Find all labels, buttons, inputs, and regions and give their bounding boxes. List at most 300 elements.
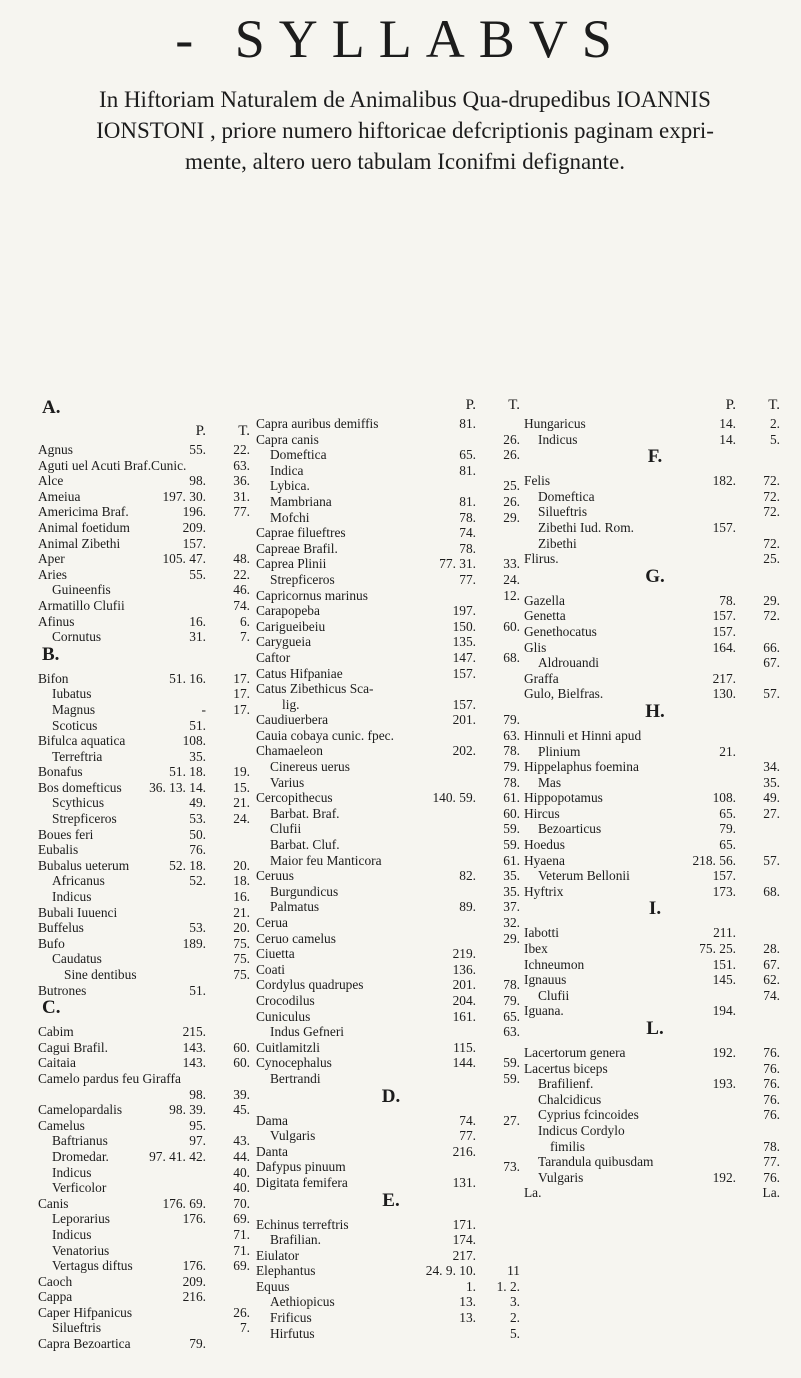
entry-name: Guineenfis <box>52 582 111 598</box>
entry-tab: 21. <box>233 904 250 920</box>
entry-name: Caudiuerbera <box>256 712 329 728</box>
entry-name: Venatorius <box>52 1242 110 1258</box>
entry-name: Carigueibeiu <box>256 618 326 634</box>
entry-tab: 26. <box>503 431 520 447</box>
entry-page: 82. <box>459 868 476 884</box>
entry-page: 140. 59. <box>432 790 476 806</box>
index-entry <box>38 1320 256 1336</box>
entry-tab: 36. <box>233 473 250 489</box>
entry-name: Hirfutus <box>270 1325 315 1341</box>
entry-tab: 35. <box>503 868 520 884</box>
index-entry <box>524 1061 786 1077</box>
entry-page: 35. <box>189 748 206 764</box>
entry-page: 161. <box>452 1008 476 1024</box>
section-letter: B. <box>42 643 60 665</box>
index-entry <box>38 951 256 967</box>
entry-name: Catus Zibethicus Sca- <box>256 681 374 697</box>
entry-name: Mas <box>538 774 562 790</box>
entry-name: Domeftica <box>270 447 327 463</box>
entry-name: Caudatus <box>52 951 102 967</box>
entry-tab: 74. <box>763 987 780 1003</box>
entry-page: 143. <box>182 1039 206 1055</box>
entry-tab: 31. <box>233 488 250 504</box>
entry-tab: 66. <box>763 639 780 655</box>
entry-tab: 60. <box>503 618 520 634</box>
entry-tab: 15. <box>233 779 250 795</box>
index-entry <box>256 463 526 479</box>
section-letter: H. <box>645 700 665 722</box>
entry-name: Canis <box>38 1195 69 1211</box>
entry-page: 144. <box>452 1055 476 1071</box>
entry-name: Cerua <box>256 915 288 930</box>
entry-tab: 27. <box>503 1112 520 1128</box>
entry-name: Scoticus <box>52 717 98 733</box>
entry-name: Vertagus diftus <box>52 1258 133 1274</box>
index-entry <box>256 1279 526 1295</box>
entry-page: 216. <box>452 1143 476 1159</box>
index-entry <box>256 775 526 791</box>
index-entry <box>256 806 526 822</box>
index-entry <box>38 842 256 858</box>
entry-page: 98. 39. <box>169 1102 206 1118</box>
entry-tab: 74. <box>233 597 250 613</box>
entry-page: 78. <box>719 592 736 608</box>
entry-tab: 59. <box>503 1055 520 1071</box>
index-entry <box>256 603 526 619</box>
entry-name: Africanus <box>52 873 105 889</box>
index-entry <box>256 697 526 713</box>
index-entry <box>256 1326 526 1342</box>
entry-name: Aethiopicus <box>270 1294 335 1310</box>
index-entry <box>524 957 786 973</box>
entry-name: Ceruus <box>256 868 294 884</box>
entry-name: Echinus terreftris <box>256 1216 349 1232</box>
index-entry <box>524 416 786 432</box>
index-entry <box>524 520 786 536</box>
entry-name: Camelus <box>38 1117 85 1133</box>
entry-page: 197. <box>452 603 476 619</box>
entry-tab: 68. <box>503 649 520 665</box>
index-entry <box>256 931 526 947</box>
page-title: - SYLLABVS <box>175 9 626 69</box>
entry-page: 52. 18. <box>169 857 206 873</box>
entry-name: Iubatus <box>52 686 92 702</box>
entry-name: Hyaena <box>524 852 565 868</box>
entry-page: 217. <box>452 1247 476 1263</box>
index-entry <box>38 936 256 952</box>
entry-tab: 16. <box>233 889 250 905</box>
index-entry <box>38 811 256 827</box>
entry-tab: 75. <box>233 935 250 951</box>
entry-page: 21. <box>719 743 736 759</box>
section-letter: I. <box>648 898 662 920</box>
entry-name: Terreftria <box>52 748 103 764</box>
entry-page: 201. <box>452 712 476 728</box>
section-letter: D. <box>381 1085 401 1107</box>
entry-page: 98. <box>189 473 206 489</box>
index-entry <box>38 1305 256 1321</box>
entry-page: 108. <box>712 790 736 806</box>
entry-page: 13. <box>459 1310 476 1326</box>
index-entry <box>524 1170 786 1186</box>
entry-name: Dromedar. <box>52 1148 109 1164</box>
index-entry <box>524 806 786 822</box>
entry-page: 24. 9. 10. <box>425 1263 476 1279</box>
entry-page: 194. <box>712 1003 736 1019</box>
entry-page: 81. <box>459 416 476 431</box>
entry-name: Cuniculus <box>256 1008 311 1024</box>
entry-tab: 76. <box>763 1045 780 1060</box>
entry-page: 78. <box>459 540 476 556</box>
entry-name: Bifon <box>38 670 69 686</box>
entry-tab: 24. <box>233 811 250 827</box>
entry-tab: 49. <box>763 790 780 806</box>
entry-tab: 79. <box>503 712 520 728</box>
index-entry <box>524 941 786 957</box>
entry-page: 65. <box>719 805 736 821</box>
entry-page: 97. 41. 42. <box>149 1148 206 1164</box>
entry-tab: 72. <box>763 504 780 520</box>
page-subtitle: In Hiftoriam Naturalem de Animalibus Qua-drupedibus IOANNIS IONSTONI , priore numero hiftoricae defcriptionis paginam expri-mente, altero uero tabulam Iconifmi defignante. <box>96 87 714 174</box>
index-entry <box>524 1154 786 1170</box>
entry-page: 81. <box>459 462 476 478</box>
entry-page: 143. <box>182 1055 206 1071</box>
entry-tab: 7. <box>239 629 250 645</box>
entry-name: Animal foetidum <box>38 519 130 535</box>
index-entry <box>38 536 256 552</box>
entry-page: 75. 25. <box>699 941 736 957</box>
index-entry <box>256 1113 526 1129</box>
entry-page: 176. <box>182 1211 206 1227</box>
index-entry <box>38 1211 256 1227</box>
entry-page: 77. <box>459 571 476 587</box>
entry-name: Plinium <box>538 743 581 759</box>
entry-name: Ciuetta <box>256 946 295 962</box>
index-entry <box>524 473 786 489</box>
entry-name: Lacertorum genera <box>524 1045 626 1060</box>
entry-tab: 45. <box>233 1102 250 1118</box>
entry-tab: 73. <box>503 1159 520 1175</box>
column-header <box>256 398 526 416</box>
entry-name: Camelopardalis <box>38 1102 123 1118</box>
index-entry <box>38 1196 256 1212</box>
entry-page: 1. <box>465 1278 476 1294</box>
entry-name: Indicus <box>538 431 578 447</box>
index-entry <box>524 1107 786 1123</box>
index-entry <box>38 1149 256 1165</box>
entry-name: Zibethi <box>538 535 577 551</box>
entry-tab: 70. <box>233 1195 250 1211</box>
entry-name: Scythicus <box>52 795 105 811</box>
entry-tab: 5. <box>769 431 780 447</box>
index-entry <box>256 494 526 510</box>
index-entry <box>38 1289 256 1305</box>
entry-page: 176. <box>182 1258 206 1274</box>
entry-name: Carygueia <box>256 634 312 650</box>
entry-tab: 79. <box>503 992 520 1008</box>
entry-tab: 43. <box>233 1133 250 1149</box>
entry-name: Brafilian. <box>270 1232 321 1248</box>
entry-page: 52. <box>189 873 206 889</box>
index-entry <box>256 728 526 744</box>
index-entry <box>38 702 256 718</box>
entry-name: Cagui Brafil. <box>38 1039 108 1055</box>
entry-name: Zibethi Iud. Rom. <box>538 519 634 535</box>
entry-page: 150. <box>452 618 476 634</box>
section-letter: F. <box>647 446 663 468</box>
index-entry <box>38 629 256 645</box>
entry-tab: 35. <box>763 774 780 790</box>
entry-page: 98. <box>189 1086 206 1102</box>
header-tab: T. <box>508 397 520 413</box>
index-entry <box>38 780 256 796</box>
index-entry <box>38 1055 256 1071</box>
entry-tab: 24. <box>503 571 520 587</box>
entry-page: 95. <box>189 1117 206 1133</box>
entry-page: 192. <box>712 1045 736 1060</box>
entry-name: Cinereus uerus <box>270 759 350 775</box>
index-entry <box>38 858 256 874</box>
index-entry <box>38 1071 256 1087</box>
entry-page: 130. <box>712 686 736 702</box>
index-entry <box>524 686 786 702</box>
entry-name: Flirus. <box>524 551 559 567</box>
index-entry <box>38 718 256 734</box>
entry-tab: 28. <box>763 941 780 957</box>
index-entry <box>256 1294 526 1310</box>
section-letter: G. <box>645 565 665 587</box>
index-entry <box>256 837 526 853</box>
index-entry <box>256 915 526 931</box>
entry-page: 13. <box>459 1294 476 1310</box>
index-entry <box>38 1024 256 1040</box>
entry-name: Genethocatus <box>524 623 597 639</box>
entry-tab: 75. <box>233 951 250 967</box>
index-entry <box>256 478 526 494</box>
entry-name: Indica <box>270 462 304 478</box>
entry-name: Capra canis <box>256 431 319 447</box>
index-entry <box>524 655 786 671</box>
entry-name: Leporarius <box>52 1211 111 1227</box>
entry-name: Clufii <box>270 821 302 837</box>
entry-page: 77. 31. <box>439 556 476 572</box>
entry-name: Eubalis <box>38 842 79 858</box>
entry-name: Cyprius fcincoides <box>538 1107 639 1123</box>
entry-tab: 78. <box>503 743 520 759</box>
entry-tab: 76. <box>763 1091 780 1107</box>
entry-page: 50. <box>189 826 206 842</box>
entry-name: Carapopeba <box>256 603 320 619</box>
entry-tab: 25. <box>503 478 520 494</box>
entry-tab: 61. <box>503 852 520 868</box>
entry-page: 53. <box>189 811 206 827</box>
entry-tab: 2. <box>509 1310 520 1326</box>
section-letter: C. <box>42 997 61 1019</box>
header-page: P. <box>725 397 736 413</box>
entry-page: 51. 18. <box>169 764 206 780</box>
index-entry <box>38 1118 256 1134</box>
index-entry <box>256 588 526 604</box>
section-letter: L. <box>646 1018 664 1039</box>
entry-name: Capra auribus demiffis <box>256 416 379 431</box>
entry-name: Burgundicus <box>270 883 339 899</box>
entry-page: 51. <box>189 717 206 733</box>
entry-tab: 39. <box>233 1086 250 1102</box>
index-column-1 <box>38 398 256 1352</box>
entry-name: Aries <box>38 566 68 582</box>
entry-name: Bonafus <box>38 764 83 780</box>
entry-tab: 59. <box>503 1070 520 1086</box>
index-entry <box>524 884 786 900</box>
entry-name: lig. <box>282 696 300 712</box>
entry-name: Bubalus ueterum <box>38 857 130 873</box>
index-entry <box>38 1258 256 1274</box>
entry-tab: 33. <box>503 556 520 572</box>
entry-tab: 75. <box>233 967 250 982</box>
index-entry <box>524 1003 786 1019</box>
index-entry <box>256 556 526 572</box>
entry-page: 218. 56. <box>692 852 736 868</box>
entry-page: 151. <box>712 956 736 972</box>
entry-name: Domeftica <box>538 488 595 504</box>
entry-name: Indus Gefneri <box>270 1024 344 1040</box>
entry-name: Cabim <box>38 1024 74 1040</box>
entry-page: 51. <box>189 982 206 998</box>
entry-name: Aguti uel Acuti Braf.Cunic. <box>38 457 187 473</box>
entry-tab: 76. <box>763 1076 780 1092</box>
index-entry <box>524 1185 786 1201</box>
entry-tab: 29. <box>763 592 780 608</box>
entry-page: 16. <box>189 613 206 629</box>
index-entry <box>256 946 526 962</box>
section-letter: A. <box>42 397 61 418</box>
entry-page: 174. <box>452 1232 476 1248</box>
index-entry <box>38 764 256 780</box>
entry-page: 202. <box>452 743 476 759</box>
entry-name: Animal Zibethi <box>38 535 121 551</box>
header-page: P. <box>195 423 206 439</box>
index-entry <box>524 1092 786 1108</box>
index-entry <box>256 666 526 682</box>
entry-page: 216. <box>182 1289 206 1305</box>
entry-name: Dama <box>256 1112 288 1128</box>
index-entry <box>256 1024 526 1040</box>
entry-name: Bezoarticus <box>538 821 602 837</box>
entry-page: 211. <box>713 925 736 941</box>
entry-tab: 61. <box>503 790 520 806</box>
index-entry <box>256 541 526 557</box>
entry-tab: 62. <box>763 972 780 988</box>
entry-page: 217. <box>712 670 736 686</box>
entry-tab: 17. <box>233 701 250 717</box>
entry-name: Hoedus <box>524 837 565 853</box>
index-entry <box>256 416 526 432</box>
entry-page: 76. <box>189 842 206 858</box>
entry-name: Brafilienf. <box>538 1076 594 1092</box>
index-entry <box>524 972 786 988</box>
entry-page: 89. <box>459 899 476 915</box>
index-entry <box>256 1248 526 1264</box>
entry-tab: 40. <box>233 1164 250 1180</box>
entry-name: Lybica. <box>270 478 310 494</box>
entry-name: Cordylus quadrupes <box>256 977 364 993</box>
index-entry <box>256 821 526 837</box>
index-entry <box>256 1144 526 1160</box>
index-column-3 <box>524 398 786 1201</box>
entry-name: Cauia cobaya cunic. fpec. <box>256 727 394 743</box>
entry-page: 74. <box>459 525 476 541</box>
index-entry <box>256 743 526 759</box>
entry-tab: 57. <box>763 686 780 702</box>
index-entry <box>524 1076 786 1092</box>
entry-tab: 40. <box>233 1180 250 1196</box>
entry-name: Cappa <box>38 1289 73 1305</box>
entry-name: Strepficeros <box>52 811 117 827</box>
entry-tab: 72. <box>763 608 780 624</box>
entry-page: 115. <box>453 1039 476 1055</box>
entry-tab: 11 <box>507 1263 520 1279</box>
entry-name: Capreae Brafil. <box>256 540 338 556</box>
entry-name: Hungaricus <box>524 416 586 431</box>
entry-name: Glis <box>524 639 547 655</box>
index-entry <box>38 749 256 765</box>
entry-tab: 22. <box>233 566 250 582</box>
index-entry <box>256 681 526 697</box>
index-entry <box>38 686 256 702</box>
entry-page: 65. <box>719 837 736 853</box>
entry-page: 136. <box>452 961 476 977</box>
entry-name: Catus Hifpaniae <box>256 665 343 681</box>
index-entry <box>524 728 786 744</box>
entry-tab: 19. <box>233 764 250 780</box>
entry-page: 53. <box>189 920 206 936</box>
entry-page: 78. <box>459 509 476 525</box>
entry-name: Vulgaris <box>538 1169 584 1185</box>
entry-name: Graffa <box>524 670 559 686</box>
index-entry <box>38 614 256 630</box>
entry-name: Indicus <box>52 1226 92 1242</box>
entry-name: Dafypus pinuum <box>256 1159 346 1175</box>
entry-name: Palmatus <box>270 899 320 915</box>
entry-tab: 35. <box>503 883 520 899</box>
index-entry <box>524 837 786 853</box>
index-entry <box>38 983 256 999</box>
entry-tab: 63. <box>503 727 520 743</box>
entry-name: Ibex <box>524 941 548 957</box>
entry-page: 157. <box>452 665 476 681</box>
entry-name: Baftrianus <box>52 1133 108 1149</box>
entry-tab: 76. <box>763 1169 780 1185</box>
index-entry <box>38 1133 256 1149</box>
entry-tab: 60. <box>233 1055 250 1071</box>
index-entry <box>256 868 526 884</box>
entry-page: 14. <box>719 416 736 431</box>
entry-tab: 22. <box>233 442 250 457</box>
entry-tab: 27. <box>763 805 780 821</box>
index-entry <box>524 853 786 869</box>
entry-name: Eiulator <box>256 1247 300 1263</box>
entry-name: Gulo, Bielfras. <box>524 686 604 702</box>
entry-tab: 72. <box>763 473 780 489</box>
index-entry <box>256 962 526 978</box>
entry-page: 204. <box>452 992 476 1008</box>
entry-tab: 32. <box>503 915 520 930</box>
entry-name: Silueftris <box>52 1320 102 1336</box>
entry-name: Strepficeros <box>270 571 335 587</box>
entry-name: Cynocephalus <box>256 1055 332 1071</box>
entry-page: 79. <box>189 1336 206 1352</box>
entry-tab: 5. <box>509 1325 520 1341</box>
